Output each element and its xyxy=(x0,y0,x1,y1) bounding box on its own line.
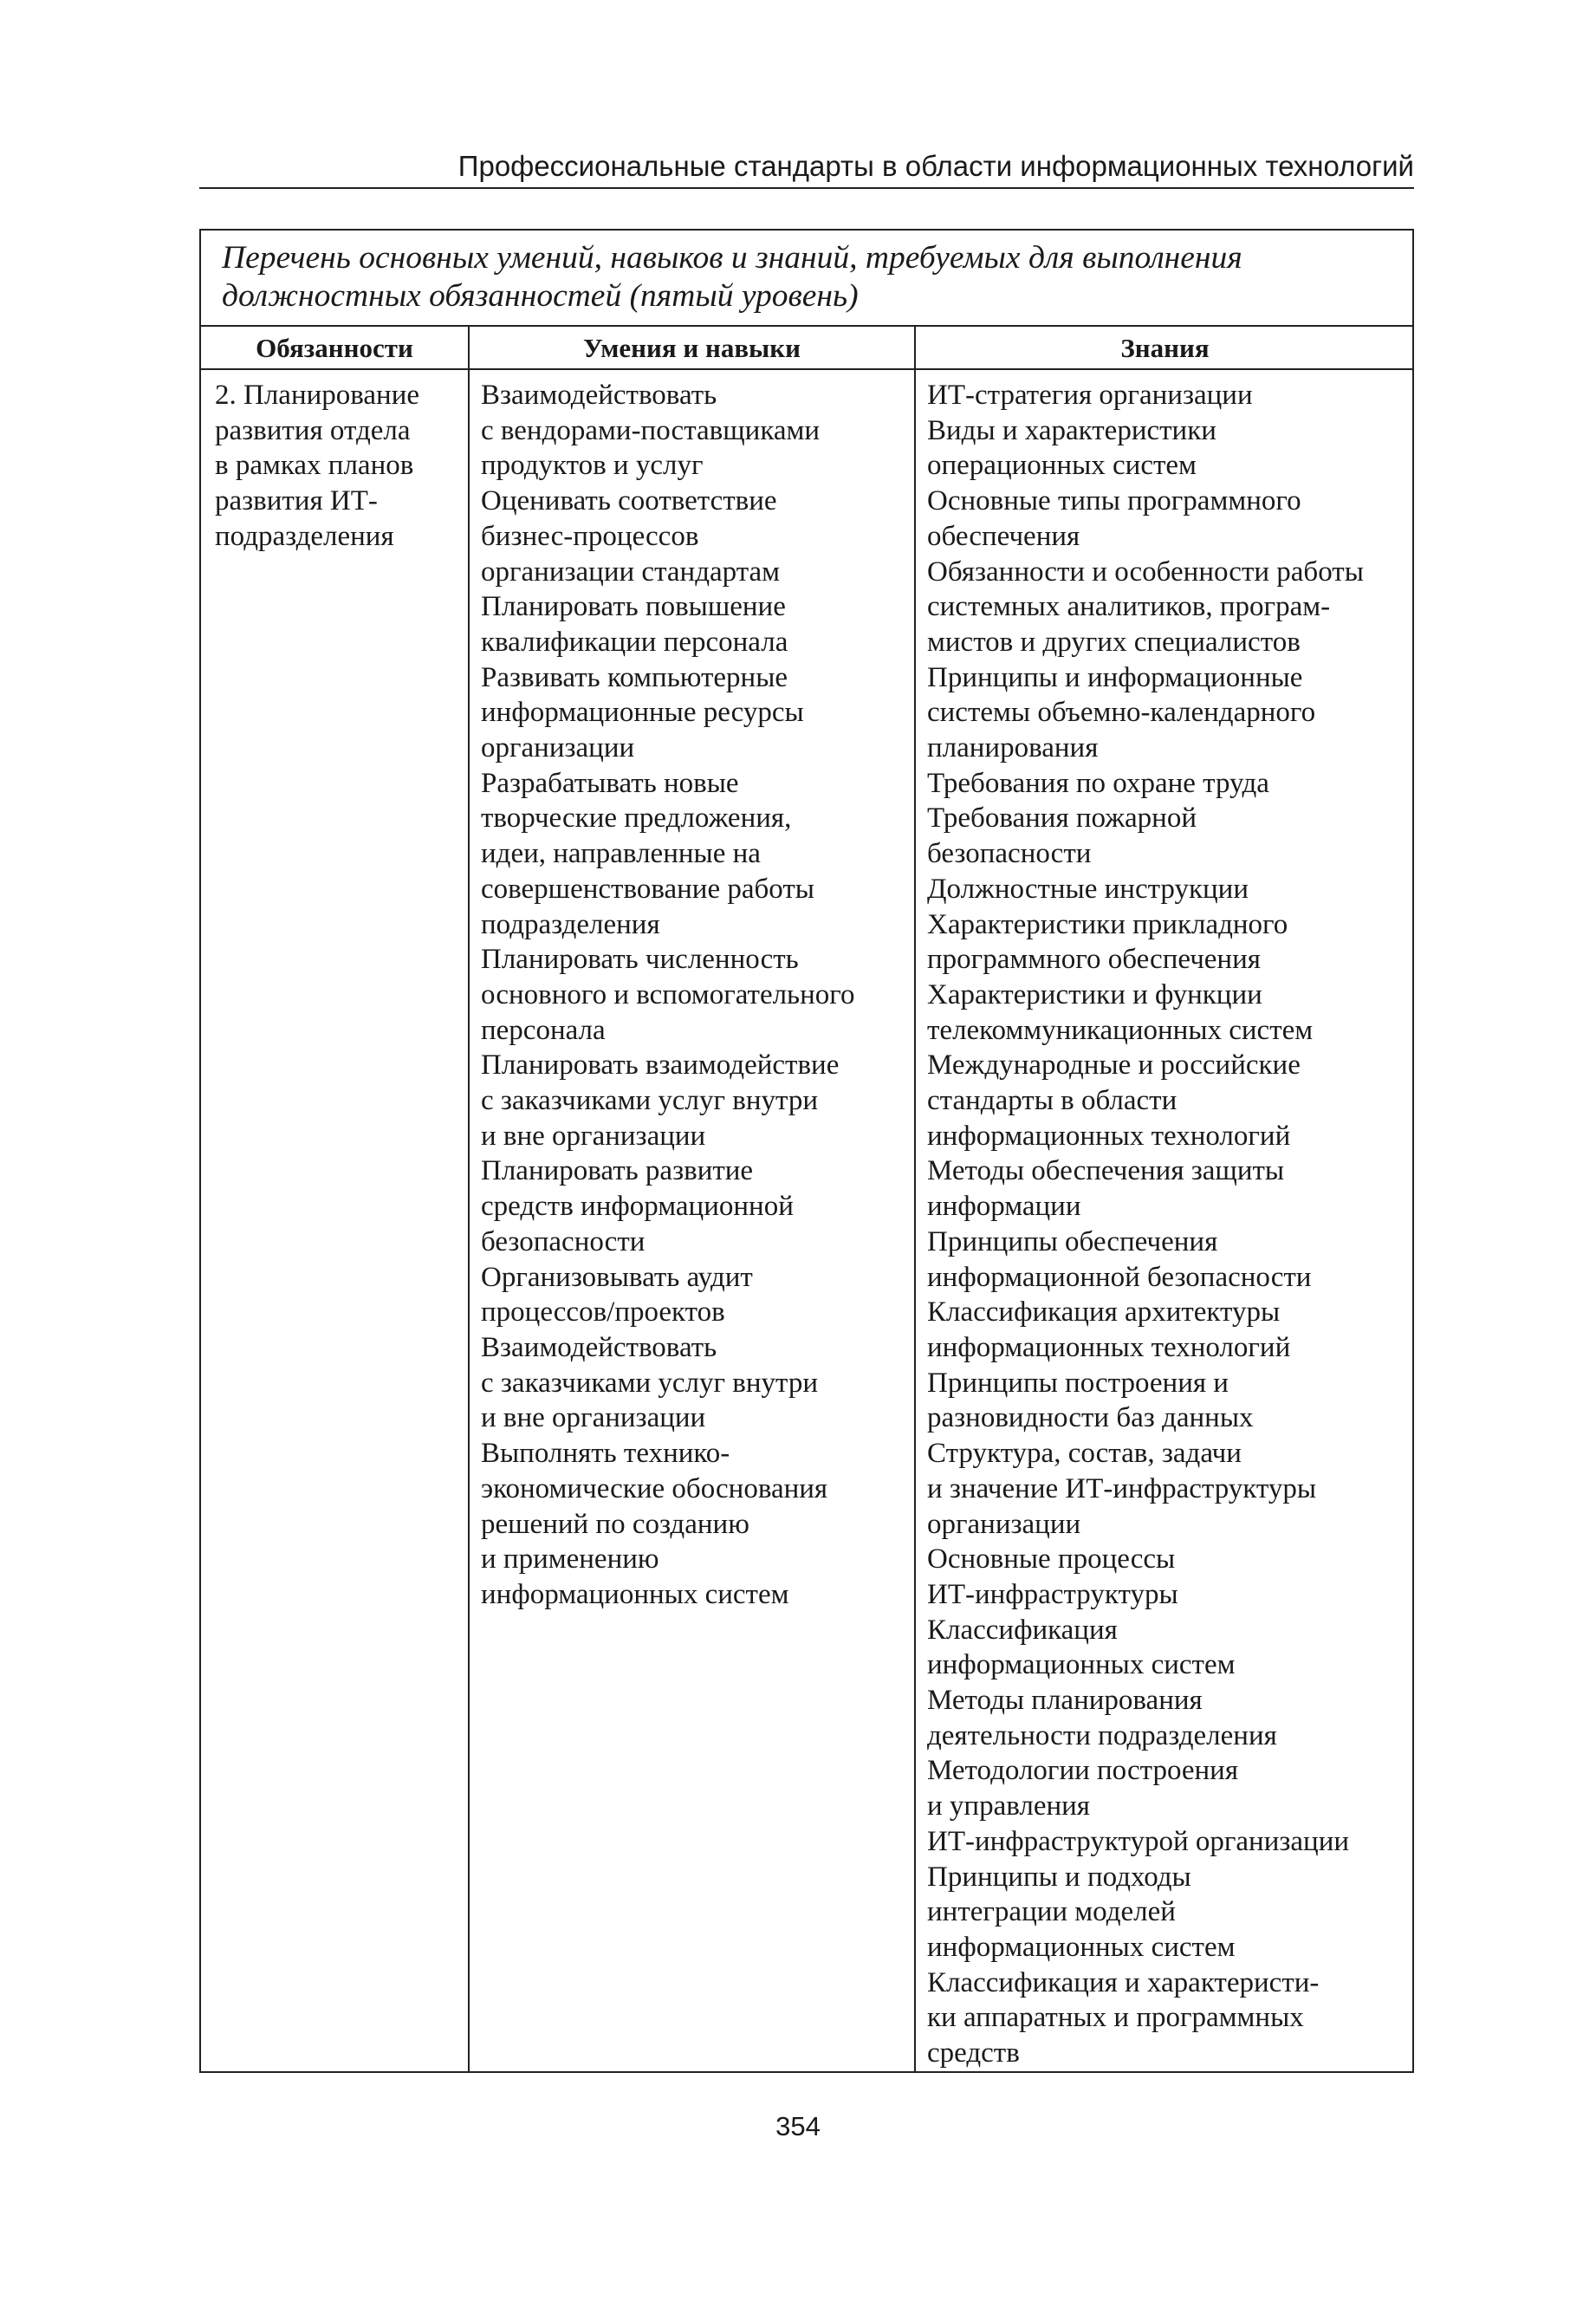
knowledge-line: Методы обеспечения защиты xyxy=(927,1155,1285,1187)
skill-line: продуктов и услуг xyxy=(481,450,704,482)
knowledge-line: Основные типы программного xyxy=(927,485,1301,517)
skill-line: Развивать компьютерные xyxy=(481,661,788,693)
knowledge-line: Классификация и характеристи- xyxy=(927,1966,1320,1998)
skill-line: с заказчиками услуг внутри xyxy=(481,1085,818,1117)
header-knowledge: Знания xyxy=(1120,333,1210,363)
skill-line: персонала xyxy=(481,1014,606,1046)
knowledge-line: и значение ИТ-инфраструктуры xyxy=(927,1472,1317,1504)
knowledge-line: информации xyxy=(927,1191,1081,1223)
knowledge-line: ИТ-инфраструктурой организации xyxy=(927,1825,1350,1857)
skill-line: Выполнять технико- xyxy=(481,1438,730,1470)
skill-line: бизнес-процессов xyxy=(481,520,699,552)
knowledge-line: Классификация архитектуры xyxy=(927,1296,1281,1329)
knowledge-line: организации xyxy=(927,1508,1081,1540)
skill-line: организации стандартам xyxy=(481,556,781,588)
knowledge-line: планирования xyxy=(927,732,1099,764)
table-caption xyxy=(222,239,1400,315)
column-divider xyxy=(914,327,916,2071)
duty-line: подразделения xyxy=(215,520,394,552)
running-head: Профессиональные стандарты в области информационных технологий xyxy=(457,150,1414,182)
knowledge-line: Принципы и информационные xyxy=(927,661,1303,693)
header-duties: Обязанности xyxy=(256,333,413,363)
knowledge-line: Международные и российские xyxy=(927,1049,1301,1082)
knowledge-line: системных аналитиков, програм- xyxy=(927,591,1331,623)
skill-line: основного и вспомогательного xyxy=(481,978,855,1010)
knowledge-line: Требования по охране труда xyxy=(927,767,1269,799)
knowledge-line: интеграции моделей xyxy=(927,1896,1176,1928)
header-skills: Умения и навыки xyxy=(583,333,801,363)
knowledge-line: операционных систем xyxy=(927,450,1197,482)
knowledge-line: Характеристики прикладного xyxy=(927,908,1288,940)
knowledge-line: информационных технологий xyxy=(927,1120,1291,1152)
knowledge-line: разновидности баз данных xyxy=(927,1402,1254,1434)
knowledge-line: информационной безопасности xyxy=(927,1261,1312,1293)
knowledge-line: Методы планирования xyxy=(927,1685,1203,1717)
knowledge-cell xyxy=(927,378,1364,2071)
skill-line: Планировать взаимодействие xyxy=(481,1049,840,1082)
skill-line: организации xyxy=(481,732,635,764)
knowledge-line: Структура, состав, задачи xyxy=(927,1438,1242,1470)
skill-line: творческие предложения, xyxy=(481,802,792,835)
knowledge-line: Характеристики и функции xyxy=(927,978,1262,1010)
duty-line: развития ИТ- xyxy=(215,485,378,517)
skill-line: Планировать повышение xyxy=(481,591,786,623)
skill-line: Планировать численность xyxy=(481,944,799,976)
column-divider xyxy=(468,327,470,2071)
skill-line: Разрабатывать новые xyxy=(481,767,739,799)
knowledge-line: телекоммуникационных систем xyxy=(927,1014,1314,1046)
caption-divider xyxy=(201,325,1412,327)
skill-line: Взаимодействовать xyxy=(481,1331,717,1363)
knowledge-line: системы объемно-календарного xyxy=(927,697,1316,729)
knowledge-line: информационных систем xyxy=(927,1931,1236,1963)
header-rule xyxy=(199,187,1414,189)
skill-line: и применению xyxy=(481,1543,659,1576)
caption-line: Перечень основных умений, навыков и знаний, требуемых для выполнения xyxy=(222,240,1242,276)
knowledge-line: Принципы построения и xyxy=(927,1367,1229,1399)
skill-line: идеи, направленные на xyxy=(481,838,761,870)
duty-line: 2. Планирование xyxy=(215,380,420,411)
knowledge-line: Основные процессы xyxy=(927,1543,1176,1576)
skill-line: информационные ресурсы xyxy=(481,697,804,729)
skill-line: Планировать развитие xyxy=(481,1155,754,1187)
duty-line: развития отдела xyxy=(215,414,411,446)
knowledge-line: средств xyxy=(927,2037,1020,2069)
skill-line: совершенствование работы xyxy=(481,873,814,905)
skill-line: информационных систем xyxy=(481,1578,789,1610)
skill-line: процессов/проектов xyxy=(481,1296,725,1329)
knowledge-line: Должностные инструкции xyxy=(927,873,1249,905)
duty-line: в рамках планов xyxy=(215,450,414,482)
skills-table xyxy=(199,229,1414,2073)
knowledge-line: и управления xyxy=(927,1790,1090,1822)
skill-line: Взаимодействовать xyxy=(481,380,717,411)
knowledge-line: мистов и других специалистов xyxy=(927,626,1301,658)
skill-line: подразделения xyxy=(481,908,660,940)
skill-line: с заказчиками услуг внутри xyxy=(481,1367,818,1399)
skill-line: квалификации персонала xyxy=(481,626,788,658)
knowledge-line: Требования пожарной xyxy=(927,802,1197,835)
knowledge-line: стандарты в области xyxy=(927,1085,1178,1117)
caption-line: должностных обязанностей (пятый уровень) xyxy=(222,278,859,314)
knowledge-line: Принципы и подходы xyxy=(927,1861,1191,1893)
skill-line: с вендорами-поставщиками xyxy=(481,414,821,446)
skill-line: безопасности xyxy=(481,1225,646,1257)
skill-line: Организовывать аудит xyxy=(481,1261,753,1293)
knowledge-line: информационных технологий xyxy=(927,1331,1291,1363)
knowledge-line: Обязанности и особенности работы xyxy=(927,556,1364,588)
skills-cell xyxy=(481,378,854,1613)
knowledge-line: Виды и характеристики xyxy=(927,414,1216,446)
skill-line: средств информационной xyxy=(481,1191,794,1223)
knowledge-line: ИТ-стратегия организации xyxy=(927,380,1253,411)
knowledge-line: программного обеспечения xyxy=(927,944,1261,976)
duties-cell xyxy=(215,378,419,555)
knowledge-line: Классификация xyxy=(927,1614,1118,1646)
skill-line: решений по созданию xyxy=(481,1508,749,1540)
header-divider xyxy=(201,368,1412,370)
knowledge-line: Принципы обеспечения xyxy=(927,1225,1218,1257)
knowledge-line: деятельности подразделения xyxy=(927,1719,1277,1751)
knowledge-line: обеспечения xyxy=(927,520,1080,552)
knowledge-line: ки аппаратных и программных xyxy=(927,2002,1304,2034)
page-number: 354 xyxy=(775,2111,821,2141)
skill-line: экономические обоснования xyxy=(481,1472,828,1504)
skill-line: Оценивать соответствие xyxy=(481,485,777,517)
knowledge-line: Методологии построения xyxy=(927,1755,1239,1787)
skill-line: и вне организации xyxy=(481,1402,706,1434)
knowledge-line: безопасности xyxy=(927,838,1092,870)
skill-line: и вне организации xyxy=(481,1120,706,1152)
knowledge-line: ИТ-инфраструктуры xyxy=(927,1578,1178,1610)
knowledge-line: информационных систем xyxy=(927,1649,1236,1681)
